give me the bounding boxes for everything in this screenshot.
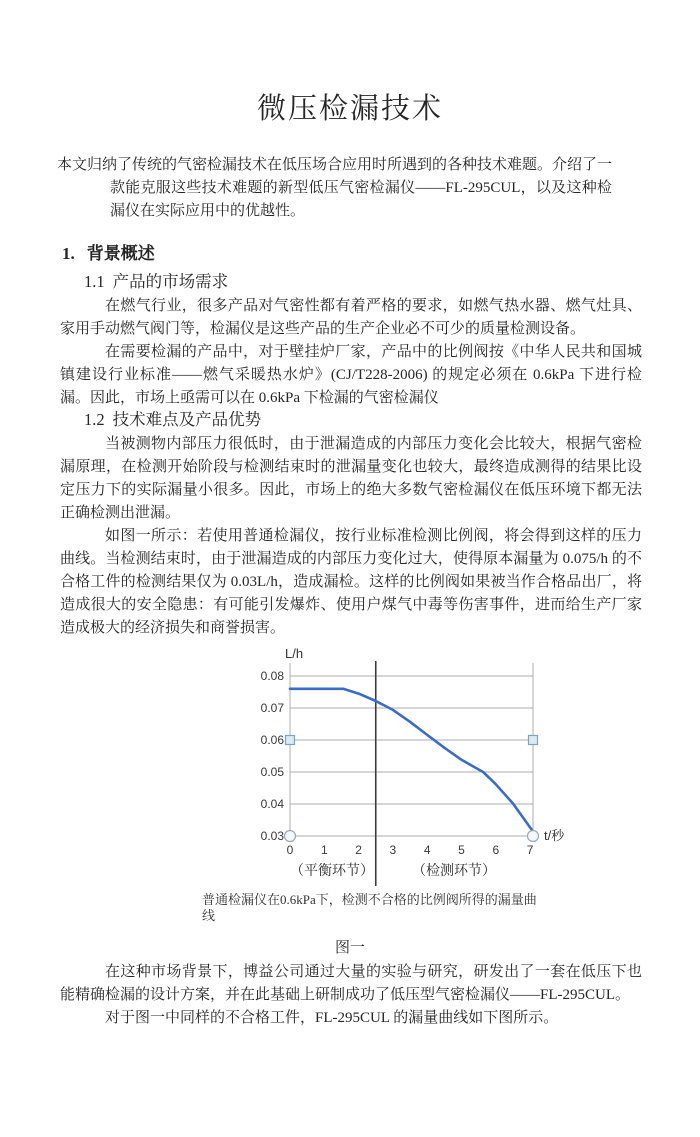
paragraph-market-demand-1: 在燃气行业，很多产品对气密性都有着严格的要求，如燃气热水器、燃气灶具、家用手动燃气阀门等，检漏仪是这些产品的生产企业必不可少的质量检测设备。 [60,298,642,337]
abstract-paragraph: 本文归纳了传统的气密检漏技术在低压场合应用时所遇到的各种技术难题。介绍了一款能克服这些技术难题的新型低压气密检漏仪——FL-295CUL，以及这种检漏仪在实际应用中的优越性。 [57,157,613,219]
y-tick-label: 0.03 [260,829,284,843]
paragraph-market-demand-2: 在需要检漏的产品中，对于壁挂炉厂家，产品中的比例阀按《中华人民共和国城镇建设行业标准——燃气采暖热水炉》(CJ/T228-2006) 的规定必须在 0.6kPa 下进行检漏。因此，市场上亟需可以在 0.6kPa 下检漏的气密检漏仪 [60,344,642,406]
y-tick-label: 0.04 [260,797,284,811]
subsection-number: 1.2 [84,410,105,429]
y-tick-label: 0.05 [260,765,284,779]
x-tick-label: 3 [389,843,397,857]
x-tick-label: 0 [286,843,294,857]
x-tick-label: 2 [355,843,362,857]
subsection-title: 技术难点及产品优势 [112,410,262,429]
page-title: 微压检漏技术 [256,93,443,125]
subsection-title: 产品的市场需求 [112,272,229,291]
x-tick-label: 4 [423,843,431,857]
phase-label-detection: （检测环节） [412,864,496,879]
selection-handle-circle-left[interactable] [285,831,296,842]
selection-handle-square-left[interactable] [286,736,295,745]
y-axis-unit-label: L/h [285,646,304,661]
x-tick-label: 1 [320,843,328,857]
subsection-number: 1.1 [84,272,105,291]
paragraph-difficulty-2: 如图一所示：若使用普通检漏仪，按行业标准检测比例阀，将会得到这样的压力曲线。当检测结束时，由于泄漏造成的内部压力变化过大，使得原本漏量为 0.075/h 的不合格工件的检测结果仅为 0.03L/h，造成漏检。这样的比例阀如果被当作合格品出厂，将造成很大的安全隐患：有可能引发爆炸、使用户煤气中毒等伤害事件，进而给生产厂家造成极大的经济损失和商誉损害。 [60,528,642,636]
subsection-heading-difficulty [84,409,700,430]
section-title: 背景概述 [86,244,155,263]
document-page [0,92,700,1137]
y-tick-label: 0.08 [260,669,284,683]
x-tick-label: 6 [492,843,500,857]
selection-handle-square-right[interactable] [529,736,538,745]
x-axis-unit-label: t/秒 [544,828,565,843]
x-tick-label: 7 [526,843,534,857]
y-tick-label: 0.07 [260,701,284,715]
leak-rate-line-chart[interactable] [252,642,582,890]
leak-rate-curve [290,689,533,831]
figure-caption: 普通检漏仪在0.6kPa下，检测不合格的比例阀所得的漏量曲线 [202,892,537,923]
paragraph-conclusion-2: 对于图一中同样的不合格工件，FL-295CUL 的漏量曲线如下图所示。 [105,1010,559,1026]
figure-label: 图一 [334,940,365,956]
y-tick-label: 0.06 [260,733,284,747]
subsection-heading-market-demand [84,271,700,292]
paragraph-conclusion-1: 在这种市场背景下，博益公司通过大量的实验与研究，研发出了一套在低压下也能精确检漏的设计方案，并在此基础上研制成功了低压型气密检漏仪——FL-295CUL。 [60,964,642,1003]
section-heading-background [62,243,700,264]
selection-handle-circle-right[interactable] [528,831,539,842]
embedded-leak-rate-chart[interactable] [252,642,582,890]
phase-label-balance: （平衡环节） [290,864,374,879]
paragraph-difficulty-1: 当被测物内部压力很低时，由于泄漏造成的内部压力变化会比较大，根据气密检漏原理，在检测开始阶段与检测结束时的泄漏量变化也较大，最终造成测得的结果比设定压力下的实际漏量小很多。因此，市场上的绝大多数气密检漏仪在低压环境下都无法正确检测出泄漏。 [60,436,642,521]
section-number: 1. [62,244,75,263]
x-tick-label: 5 [458,843,465,857]
